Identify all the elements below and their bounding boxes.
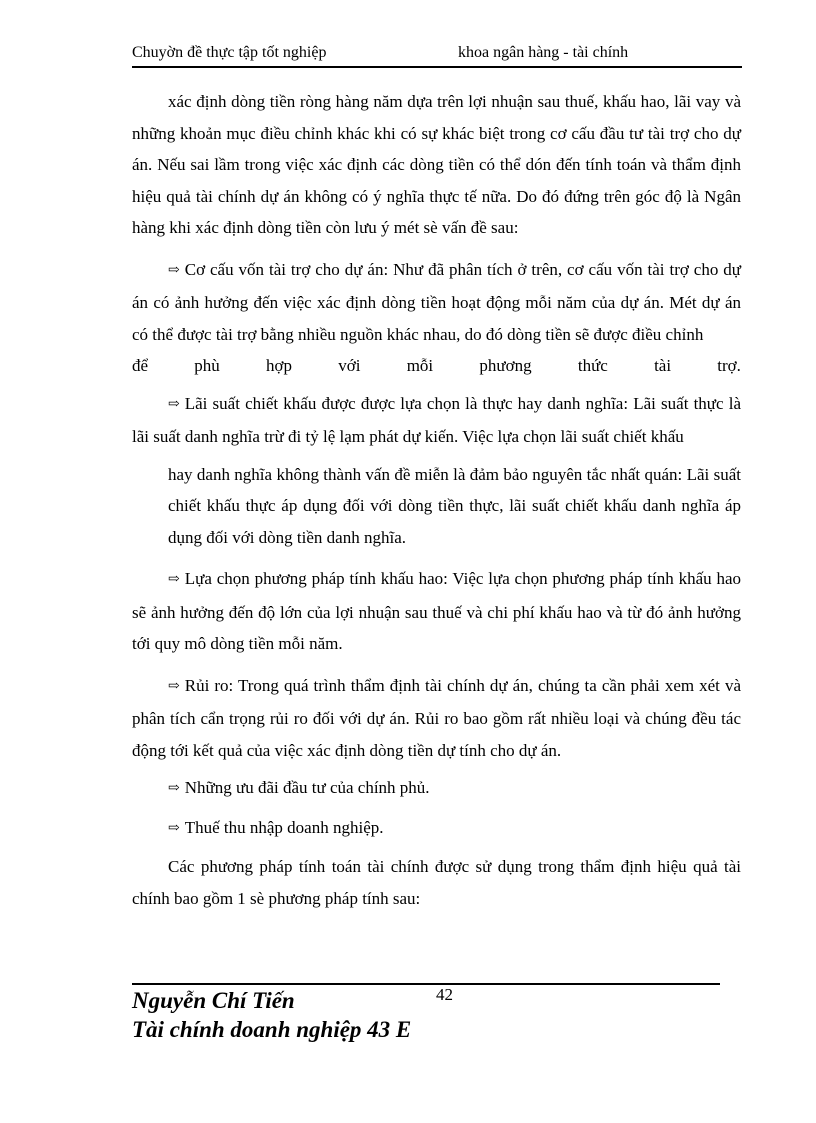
word: hợp	[266, 356, 293, 375]
word: để	[132, 356, 149, 375]
word: tài	[654, 356, 672, 375]
paragraph-intro-text: xác định dòng tiền ròng hàng năm dựa trên lợi nhuận sau thuế, khấu hao, lãi vay và những khoản mục điều chỉnh khác khi có sự khác biệt trong cơ cấu đầu tư tài trợ cho dự án. Nếu sai lầm trong việc xác định các dòng tiền có thể dón đến tính toán và thẩm định hiệu quả tài chính dự án không có ý nghĩa thực tế nữa. Do đó đứng trên góc độ là Ngân hàng khi xác định dòng tiền còn lưu ý mét sè vấn đề sau:	[132, 92, 741, 237]
bullet-corporate-tax-text: Thuế thu nhập doanh nghiệp.	[184, 817, 384, 837]
bullet-depreciation	[132, 563, 741, 660]
arrow-right-icon: ⇨	[168, 678, 180, 694]
footer-divider	[132, 983, 720, 985]
arrow-right-icon: ⇨	[168, 572, 180, 587]
header-title-left: Chuyờn đề thực tập tốt nghiệp	[132, 44, 327, 61]
author-department: Tài chính doanh nghiệp 43 E	[132, 1017, 412, 1042]
bullet-incentives-text: Những ưu đãi đầu tư của chính phủ.	[184, 778, 430, 797]
bullet-depreciation-text: Lựa chọn phương pháp tính khấu hao: Việc lựa chọn phương pháp tính khấu hao sẽ ảnh hưởng đến độ lớn của lợi nhuận sau thuế và chi phí khấu hao và từ đó ảnh hưởng tới quy mô dòng tiền mỗi năm.	[132, 569, 741, 653]
bullet-discount-rate-text: Lãi suất chiết khấu được được lựa chọn là thực hay danh nghĩa: Lãi suất thực là lãi suất danh nghĩa trừ đi tỷ lệ lạm phát dự kiến. Việc lựa chọn lãi suất chiết khấu	[132, 393, 741, 446]
page-number: 42	[436, 985, 453, 1004]
bullet-corporate-tax	[132, 812, 741, 846]
paragraph-methods	[132, 851, 741, 914]
arrow-right-icon: ⇨	[168, 262, 180, 278]
word: trợ.	[717, 356, 741, 375]
bullet-risk	[132, 670, 741, 767]
bullet-capital-structure-text: Cơ cấu vốn tài trợ cho dự án: Như đã phân tích ở trên, cơ cấu vốn tài trợ cho dự án có ảnh hưởng đến việc xác định dòng tiền hoạt động mỗi năm của dự án. Mét dự án có thể được tài trợ bằng nhiều nguồn khác nhau, do đó dòng tiền sẽ được điều chỉnh	[132, 259, 741, 344]
header-title-right: khoa ngân hàng - tài chính	[458, 44, 629, 61]
document-body	[132, 86, 741, 914]
arrow-right-icon: ⇨	[168, 396, 180, 412]
bullet-capital-structure	[132, 254, 741, 351]
bullet-risk-text: Rủi ro: Trong quá trình thẩm định tài chính dự án, chúng ta cần phải xem xét và phân tích cẩn trọng rủi ro đối với dự án. Rủi ro bao gồm rất nhiều loại và chúng đều tác động tới kết quả của việc xác định dòng tiền dự tính cho dự án.	[132, 675, 741, 760]
word: với	[338, 356, 361, 375]
arrow-right-icon: ⇨	[168, 781, 180, 796]
word: thức	[577, 356, 608, 375]
word: phù	[194, 356, 220, 375]
arrow-right-icon: ⇨	[168, 820, 180, 836]
justified-line	[132, 350, 741, 382]
word: phương	[479, 356, 532, 375]
word: mỗi	[406, 356, 434, 375]
bullet-discount-rate-continued: hay danh nghĩa không thành vấn đề miễn là đảm bảo nguyên tắc nhất quán: Lãi suất chiết khấu thực áp dụng đối với dòng tiền thực, lãi suất chiết khấu danh nghĩa áp dụng đối với dòng tiền danh nghĩa.	[168, 464, 741, 547]
page-header	[132, 42, 742, 68]
paragraph-intro	[132, 86, 741, 244]
paragraph-methods-text: Các phương pháp tính toán tài chính được sử dụng trong thẩm định hiệu quả tài chính bao gồm 1 sè phương pháp tính sau:	[132, 857, 741, 908]
bullet-discount-rate	[132, 388, 741, 453]
bullet-incentives	[132, 772, 741, 806]
author-name: Nguyễn Chí Tiến	[132, 988, 295, 1013]
